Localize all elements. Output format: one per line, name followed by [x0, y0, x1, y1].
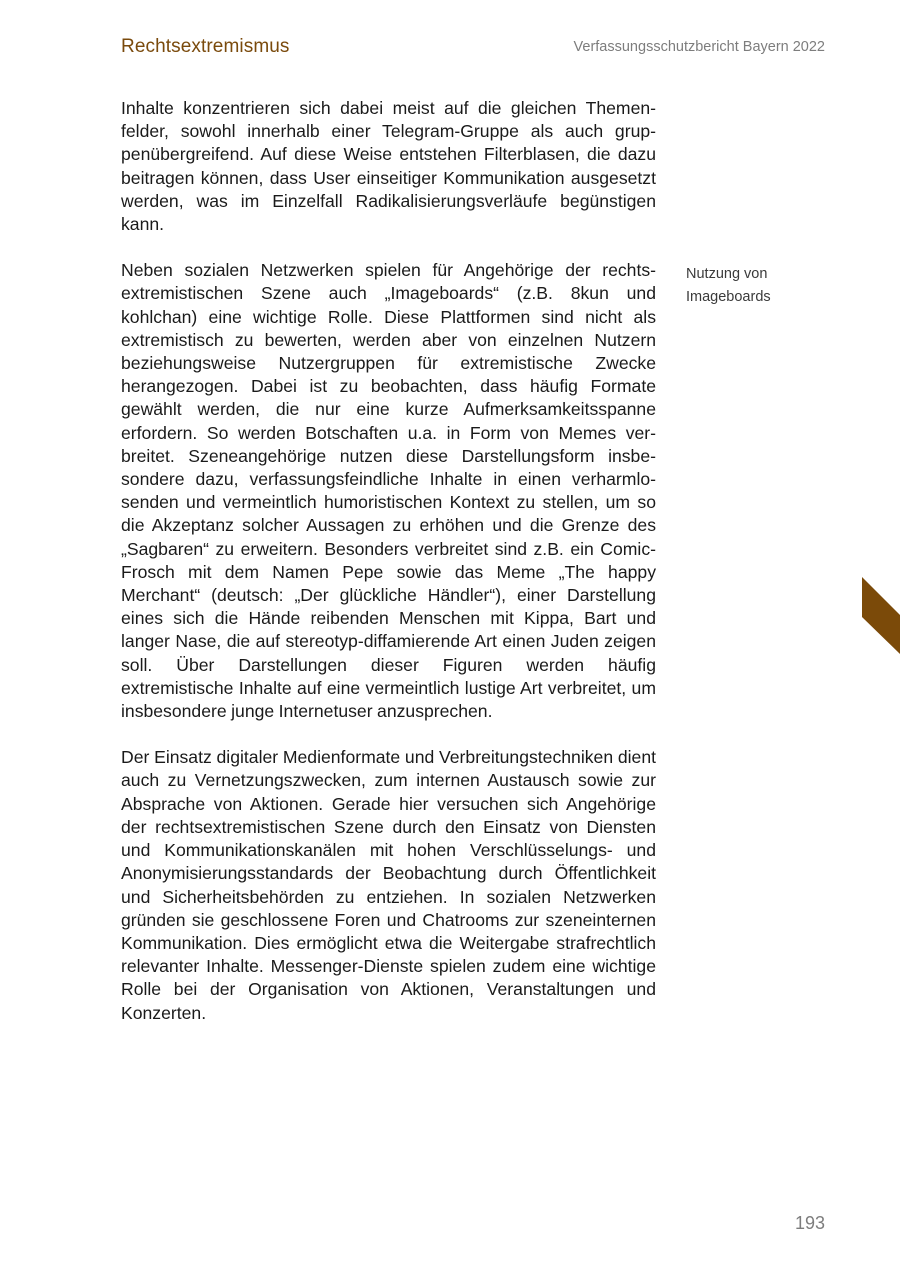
chapter-tab-shape: [862, 577, 900, 654]
chapter-tab-marker: [862, 577, 900, 654]
report-title: Verfassungsschutzbericht Bayern 2022: [573, 39, 825, 55]
paragraph-1: Inhalte konzentrieren sich dabei meist auf die gleichen Themenfelder, sowohl innerhalb einer Telegram-Gruppe als auch gruppenübergreifend. Auf diese Weise entstehen Filterblasen, die dazu beitragen können, dass User einseitiger Kommunikation ausgesetzt werden, was im Einzelfall Radikalisierungsverläufe begünstigen kann.: [121, 98, 656, 235]
page-number: 193: [794, 1213, 825, 1233]
paragraph-2: Neben sozialen Netzwerken spielen für Angehörige der rechtsextremistischen Szene auch „Imageboards“ (z.B. 8kun und kohlchan) eine wichtige Rolle. Diese Plattformen sind nicht als extremistisch zu bewerten, werden aber von einzelnen Nutzern beziehungsweise Nutzergruppen für extremistische Zwecke herangezogen. Dabei ist zu beobachten, dass häufig Formate gewählt werden, die nur eine kurze Aufmerksamkeitsspanne erfordern. So werden Botschaften u.a. in Form von Memes verbreitet. Szeneangehörige nutzen diese Darstellungsform insbesondere dazu, verfassungsfeindliche Inhalte in einen verharmlosenden und vermeintlich humoristischen Kontext zu stellen, um so die Akzeptanz solcher Aussagen zu erhöhen und die Grenze des „Sagbaren“ zu erweitern. Besonders verbreitet sind z.B. ein Comic-Frosch mit dem Namen Pepe sowie das Meme „The happy Merchant“ (deutsch: „Der glückliche Händler“), einer Darstellung eines sich die Hände reibenden Menschen mit Kippa, Bart und langer Nase, die auf stereotyp-diffamierende Art einen Juden zeigen soll. Über Darstellungen dieser Figuren werden häufig extremistische Inhalte auf eine vermeintlich lustige Art verbreitet, um insbesondere junge Internetuser anzusprechen.: [121, 260, 656, 722]
margin-note-line-2: Imageboards: [686, 289, 771, 305]
paragraph-3: Der Einsatz digitaler Medienformate und Verbreitungstechniken dient auch zu Vernetzungszwecken, zum internen Austausch sowie zur Absprache von Aktionen. Gerade hier versuchen sich Angehörige der rechtsextremistischen Szene durch den Einsatz von Diensten und Kommunikationskanälen mit hohen Verschlüsselungs- und Anonymisierungsstandards der Beobachtung durch Öffentlichkeit und Sicherheitsbehörden zu entziehen. In sozialen Netzwerken gründen sie geschlossene Foren und Chatrooms zur szeneinternen Kommunikation. Dies ermöglicht etwa die Weitergabe strafrechtlich relevanter Inhalte. Messenger-Dienste spielen zudem eine wichtige Rolle bei der Organisation von Aktionen, Veranstaltungen und Konzerten.: [121, 747, 656, 1023]
main-content: [121, 97, 656, 1048]
margin-note-line-1: Nutzung von: [686, 266, 768, 282]
section-title: Rechtsextremismus: [121, 36, 290, 57]
margin-note: [686, 263, 816, 309]
